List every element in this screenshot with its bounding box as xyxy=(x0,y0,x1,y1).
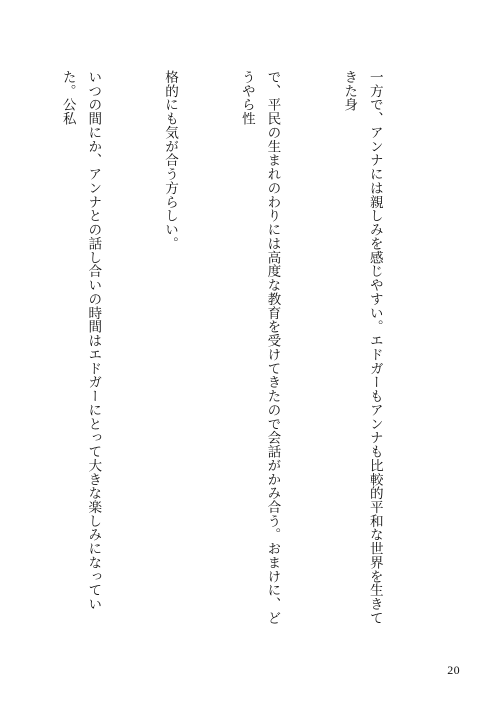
text-line: 一方で、アンナには親しみを感じやすい。エドガーもアンナも比較的平和な世界を生きてきた身 xyxy=(341,70,383,625)
text-line: 格的にも気が合う方らしい。 xyxy=(162,70,179,251)
vertical-text-block xyxy=(0,70,438,635)
text-line: で、平民の生まれのわりには高度な教育を受けてきたので会話がかみ合う。おまけに、どうやら性 xyxy=(238,70,281,625)
page-number: 20 xyxy=(447,663,460,677)
text-line: いつの間にか、アンナとの話し合いの時間はエドガーにとって大きな楽しみになっていた。公私 xyxy=(59,70,102,612)
text-line xyxy=(0,70,3,635)
